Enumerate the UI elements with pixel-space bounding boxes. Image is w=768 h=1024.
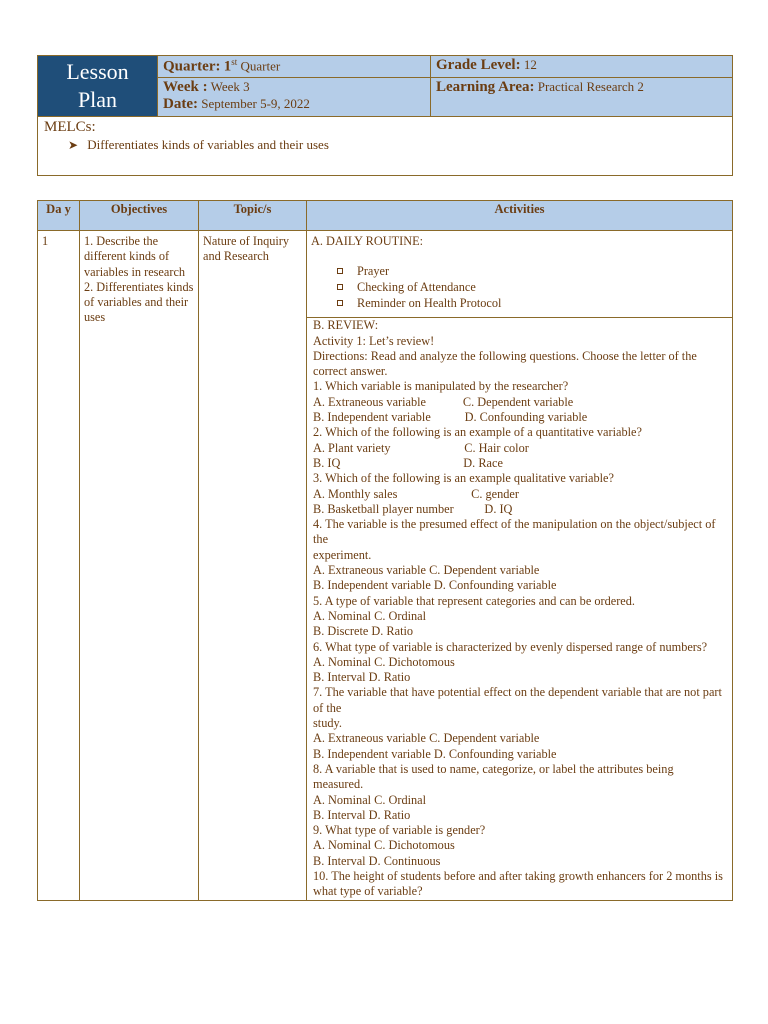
square-bullet-icon [337,284,343,290]
review-line: B. Interval D. Ratio [313,670,411,685]
header-topics: Topic/s [199,201,307,231]
review-line: 4. The variable is the presumed effect of the manipulation on the object/subject of the [313,517,716,547]
date-label: Date: [163,96,198,112]
review-line: 5. A type of variable that represent categories and can be ordered. [313,593,635,608]
week-label: Week : [163,79,208,95]
review-line: 1. Which variable is manipulated by the researcher? [313,379,569,394]
square-bullet-icon [337,300,343,306]
activities-table [37,200,733,901]
review-line: A. Extraneous variable C. Dependent variable [313,563,540,578]
review-line: A. Extraneous variable C. Dependent variable [313,394,574,409]
review-line: study. [313,716,342,731]
table-header-row [38,201,733,231]
list-item: Checking of Attendance [311,279,728,295]
review-line: A. Nominal C. Dichotomous [313,654,455,669]
day-cell: 1 [38,231,80,901]
learning-area-value: Practical Research 2 [537,79,644,94]
list-item: Prayer [311,263,728,279]
review-line: B. IQ D. Race [313,455,503,470]
daily-routine-title: A. DAILY ROUTINE: [311,234,424,248]
daily-routine-cell [307,231,733,318]
quarter-label: Quarter: [163,58,221,75]
review-line: B. Interval D. Ratio [313,807,411,822]
review-line: Activity 1: Let’s review! [313,333,435,348]
quarter-cell [158,56,431,78]
review-line: 3. Which of the following is an example qualitative variable? [313,471,614,486]
arrow-bullet-icon: ➤ [68,138,79,152]
review-line: B. Independent variable D. Confounding variable [313,578,557,593]
header-day: Da y [38,201,80,231]
review-line: 6. What type of variable is characterized by evenly dispersed range of numbers? [313,639,708,654]
table-row [38,231,733,318]
review-line: A. Nominal C. Ordinal [313,608,427,623]
grade-level-cell [431,56,733,78]
header-objectives: Objectives [80,201,199,231]
melcs-item-text: Differentiates kinds of variables and their uses [87,137,329,152]
review-line: 10. The height of students before and after taking growth enhancers for 2 months is what type of variable? [313,868,723,899]
review-line: 9. What type of variable is gender? [313,823,486,838]
melcs-cell [38,117,733,176]
review-line: A. Nominal C. Ordinal [313,792,427,807]
review-line: 8. A variable that is used to name, categorize, or label the attributes being measured. [313,761,674,792]
quarter-number: 1 [223,58,232,75]
review-line: 2. Which of the following is an example of a quantitative variable? [313,425,642,440]
review-line: Directions: Read and analyze the following questions. Choose the letter of the correct answer. [313,348,697,379]
grade-level-label: Grade Level: [436,57,521,73]
review-cell [307,318,733,900]
review-line: B. REVIEW: [313,318,379,333]
list-item: Reminder on Health Protocol [311,295,728,311]
learning-area-label: Learning Area: [436,79,535,95]
melcs-item [68,137,726,153]
review-line: B. Basketball player number D. IQ [313,501,513,516]
review-line: B. Discrete D. Ratio [313,624,414,639]
grade-level-value: 12 [523,57,537,72]
lesson-header-table [37,55,733,176]
quarter-suffix: st [231,57,238,67]
review-line: A. Monthly sales C. gender [313,486,519,501]
quarter-word: Quarter [240,58,281,74]
lesson-plan-title [38,56,158,117]
review-line: B. Independent variable D. Confounding variable [313,410,588,425]
lesson-plan-title-line1: Lesson [66,59,129,84]
square-bullet-icon [337,268,343,274]
review-line: B. Interval D. Continuous [313,853,441,868]
review-line: B. Independent variable D. Confounding variable [313,746,557,761]
review-line: experiment. [313,547,372,562]
header-activities: Activities [307,201,733,231]
week-value: Week 3 [210,79,250,94]
topic-cell: Nature of Inquiry and Research [199,231,307,901]
review-line: 7. The variable that have potential effect on the dependent variable that are not part of the [313,685,722,715]
date-value: September 5-9, 2022 [201,96,310,111]
week-date-cell [158,78,431,117]
learning-area-cell [431,78,733,117]
routine-list [311,263,728,311]
melcs-label: MELCs: [44,119,96,135]
objectives-cell: 1. Describe the different kinds of variables in research 2. Differentiates kinds of variables and their uses [80,231,199,901]
review-line: A. Plant variety C. Hair color [313,440,529,455]
review-line: A. Nominal C. Dichotomous [313,838,455,853]
review-line: A. Extraneous variable C. Dependent variable [313,731,540,746]
lesson-plan-title-line2: Plan [77,87,118,112]
